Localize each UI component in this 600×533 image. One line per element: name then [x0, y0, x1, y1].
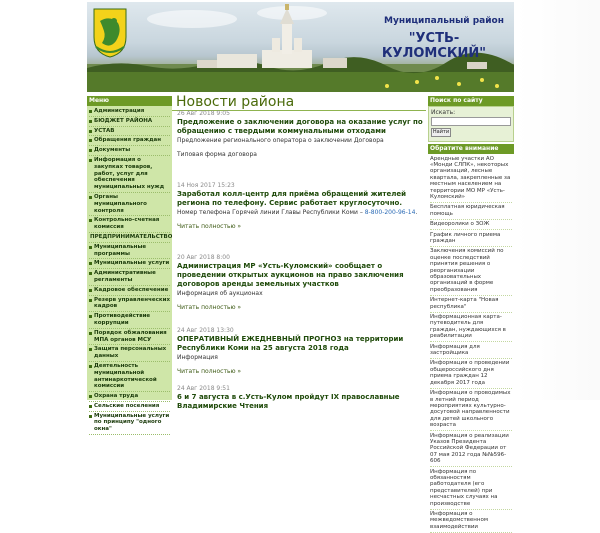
notice-link[interactable]: Информация о проведении общероссийского дня приема граждан 12 декабря 2017 года [430, 359, 512, 389]
page-title: Новости района [172, 96, 426, 111]
notice-link[interactable]: Информация о межведомственном взаимодействии [430, 510, 512, 533]
menu-item[interactable]: Муниципальные услуги [89, 259, 170, 269]
post-date: 26 Авг 2018 9:05 [177, 110, 230, 117]
main-menu [87, 106, 172, 435]
right-margin [516, 0, 600, 400]
menu-item[interactable]: Муниципальные услуги по принципу "одного окна" [89, 412, 170, 435]
links-list [428, 154, 514, 533]
menu-item[interactable]: УСТАВ [89, 127, 170, 137]
menu-title: Меню [87, 96, 172, 106]
search-title: Поиск по сайту [428, 96, 514, 106]
menu-item[interactable]: Деятельность муниципальной антинаркотической комиссии [89, 362, 170, 392]
notice-link[interactable]: Информационная карта-путеводитель для граждан, нуждающихся в реабилитации [430, 313, 512, 343]
district-emblem-icon[interactable] [92, 7, 128, 59]
post-date: 24 Авг 2018 9:51 [177, 385, 230, 392]
menu-item[interactable]: Органы муниципального контроля [89, 193, 170, 216]
post-title-link[interactable]: Администрация МР «Усть-Куломский» сообщает о проведении открытых аукционов на право заключения договоров аренды земельных участков [177, 262, 404, 288]
post-title-link[interactable]: Заработал колл-центр для приёма обращений жителей региона по телефону. Сервис работает круглосуточно. [177, 190, 407, 207]
menu-item[interactable]: Контрольно-счетная комиссия [89, 216, 170, 233]
search-label: Искать: [431, 109, 456, 116]
menu-item[interactable]: Резерв управленческих кадров [89, 296, 170, 313]
post-date: 24 Авг 2018 13:30 [177, 327, 234, 334]
notice-link[interactable]: Информация по обязанностям работодателя (его представителей) при несчастных случаях на производстве [430, 467, 512, 509]
left-sidebar [87, 96, 173, 433]
search-box [428, 106, 514, 142]
menu-item[interactable]: Порядок обжалования МПА органов МСУ [89, 329, 170, 346]
notice-link[interactable]: Информация о реализации Указов Президента Российской Федерации от 07 мая 2012 года №№596-606 [430, 431, 512, 467]
notice-link[interactable]: График личного приема граждан [430, 230, 512, 247]
post-text-body: Номер телефона Горячей линии Главы Республики Коми – [177, 209, 365, 216]
menu-item[interactable]: Противодействие коррупции [89, 312, 170, 329]
news-post [177, 254, 423, 311]
menu-item[interactable]: БЮДЖЕТ РАЙОНА [89, 117, 170, 127]
post-text: Предложение регионального оператора о заключении Договора [177, 137, 384, 144]
notice-link[interactable]: Бесплатная юридическая помощь [430, 203, 512, 220]
menu-item[interactable]: Администрация [89, 107, 170, 117]
search-input[interactable] [431, 117, 511, 126]
post-text-link[interactable]: Информация [177, 354, 218, 361]
news-post [177, 110, 423, 159]
menu-item[interactable]: Охрана труда [89, 392, 170, 402]
notice-link[interactable]: Арендные участки АО «Монди СЛПК», некоторых организаций, лесные квартала, закрепленные за местным населением на территории МО МР «Усть-Куломский» [430, 154, 512, 203]
search-button[interactable]: Найти [432, 129, 450, 135]
hotline-phone-link[interactable]: 8-800-200-96-14 [364, 209, 416, 216]
post-date: 14 Ноя 2017 15:23 [177, 182, 235, 189]
post-title-link[interactable]: 6 и 7 августа в с.Усть-Кулом пройдут IX православные Владимирские Чтения [177, 393, 400, 410]
menu-item[interactable]: Защита персональных данных [89, 345, 170, 362]
menu-item[interactable]: Информация о закупках товаров, работ, услуг для обеспечения муниципальных нужд [89, 156, 170, 193]
district-name: "УСТЬ-КУЛОМСКИЙ" [381, 31, 487, 61]
right-sidebar [428, 96, 514, 530]
menu-item[interactable]: Документы [89, 146, 170, 156]
left-margin [0, 0, 86, 400]
news-post [177, 327, 423, 375]
notice-link[interactable]: Информация о проводимых в летний период мероприятиях культурно-досуговой направленности для детей школьного возраста [430, 389, 512, 431]
menu-item[interactable]: ПРЕДПРИНИМАТЕЛЬСТВО [89, 233, 170, 243]
post-title-link[interactable]: ОПЕРАТИВНЫЙ ЕЖЕДНЕВНЫЙ ПРОГНОЗ на территории Республики Коми на 25 августа 2018 года [177, 335, 404, 352]
links-box [428, 144, 514, 533]
news-post [177, 385, 423, 411]
menu-item[interactable]: Кадровое обеспечение [89, 286, 170, 296]
post-text-link[interactable]: Информация об аукционах [177, 290, 263, 297]
menu-item[interactable]: Обращения граждан [89, 136, 170, 146]
main-content [172, 94, 426, 410]
post-title-link[interactable]: Предложение о заключении договора на оказание услуг по обращению с твердыми коммунальными отходами [177, 118, 423, 135]
post-text: Номер телефона Горячей линии Главы Республики Коми – 8-800-200-96-14. [177, 209, 418, 216]
read-more-link[interactable]: Читать полностью » [177, 304, 242, 311]
post-date: 20 Авг 2018 8:00 [177, 254, 230, 261]
read-more-link[interactable]: Читать полностью » [177, 368, 242, 375]
district-label: Муниципальный район [384, 16, 504, 26]
notice-link[interactable]: Заключения комиссий по оценке последствий принятия решения о реорганизации образовательных организаций в форме преобразования [430, 247, 512, 296]
site-header [87, 2, 514, 92]
news-post [177, 182, 423, 230]
links-title: Обратите внимание [428, 144, 514, 154]
notice-link[interactable]: Информация для застройщика [430, 342, 512, 359]
menu-item[interactable]: Муниципальные программы [89, 243, 170, 260]
notice-link[interactable]: Интернет-карта "Новая республика" [430, 296, 512, 313]
menu-item[interactable]: Административные регламенты [89, 269, 170, 286]
notice-link[interactable]: Видеоролики о ЗОЖ [430, 220, 512, 230]
post-text-link[interactable]: Типовая форма договора [177, 151, 257, 158]
menu-item[interactable]: Сельские поселения [89, 402, 170, 412]
read-more-link[interactable]: Читать полностью » [177, 223, 242, 230]
